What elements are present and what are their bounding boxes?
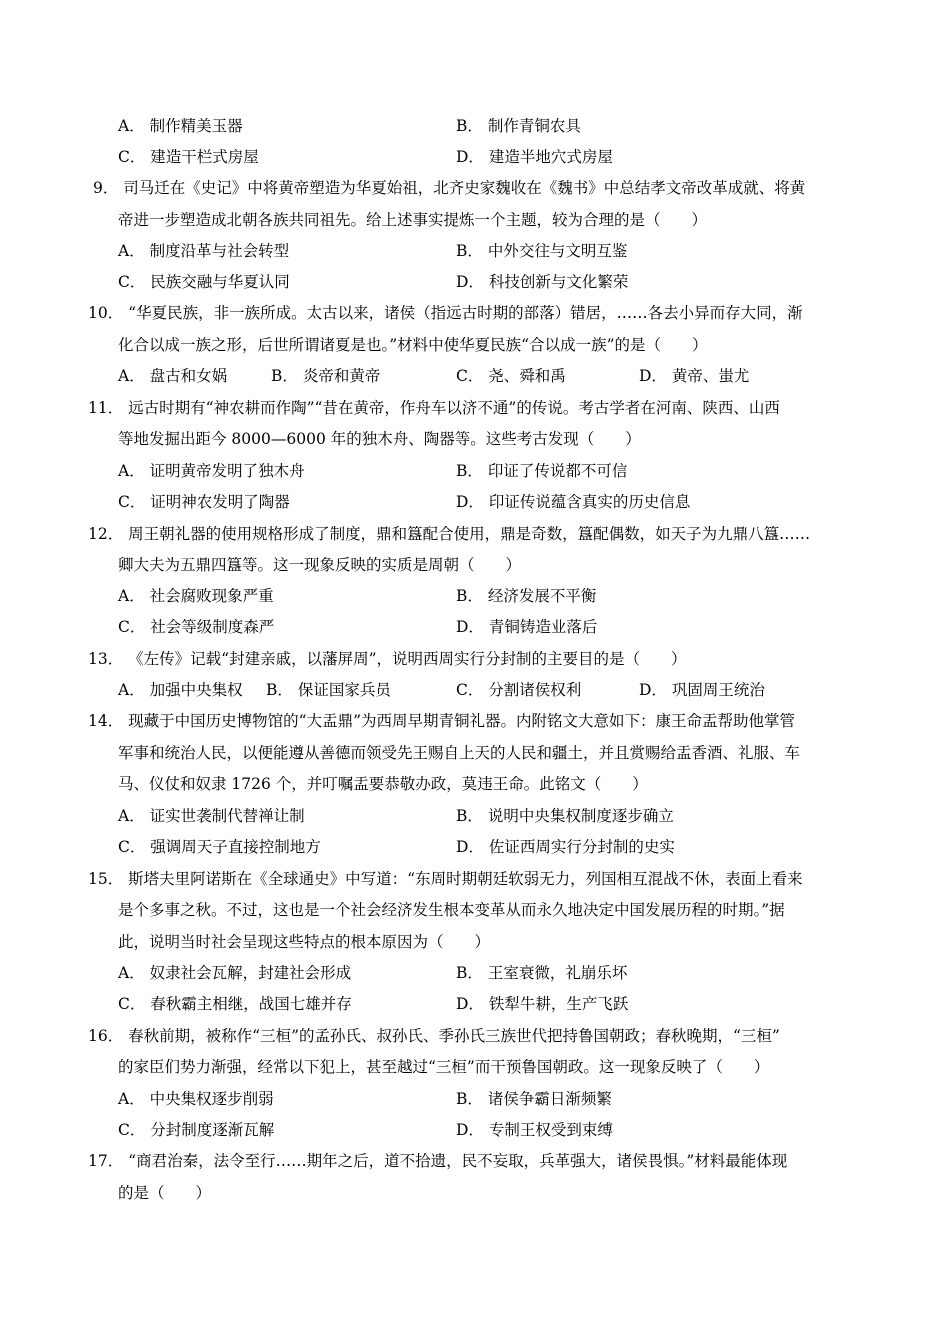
q16-stem-line1: 16． 春秋前期，被称作“三桓”的孟孙氏、叔孙氏、季孙氏三族世代把持鲁国朝政；春秋晚期，“三桓”: [88, 1027, 780, 1045]
q16-option-d: D． 专制王权受到束缚: [456, 1121, 613, 1139]
q10-option-b: B． 炎帝和黄帝: [271, 367, 381, 385]
q10-stem-line2: 化合以成一族之形，后世所谓诸夏是也。”材料中使华夏民族“合以成一族”的是（ ）: [118, 336, 708, 354]
q17-stem-line2: 的是（ ）: [118, 1184, 212, 1202]
q9-option-a: A． 制度沿革与社会转型: [118, 242, 290, 260]
q15-option-b: B． 王室衰微，礼崩乐坏: [456, 964, 628, 982]
q14-stem-line3: 马、仪仗和奴隶 1726 个，并叮嘱盂要恭敬办政，莫违王命。此铭文（ ）: [118, 775, 648, 793]
q11-option-c: C． 证明神农发明了陶器: [118, 493, 290, 511]
q12-option-b: B． 经济发展不平衡: [456, 587, 597, 605]
q13-option-b: B． 保证国家兵员: [266, 681, 391, 699]
q13-option-d: D． 巩固周王统治: [639, 681, 765, 699]
q9-stem-line1: 9． 司马迁在《史记》中将黄帝塑造为华夏始祖，北齐史家魏收在《魏书》中总结孝文帝改革成就、将黄: [93, 179, 806, 197]
q12-option-c: C． 社会等级制度森严: [118, 618, 275, 636]
q15-option-c: C． 春秋霸主相继，战国七雄并存: [118, 995, 352, 1013]
q9-stem-line2: 帝进一步塑造成北朝各族共同祖先。给上述事实提炼一个主题，较为合理的是（ ）: [118, 211, 708, 229]
q14-option-d: D． 佐证西周实行分封制的史实: [456, 838, 675, 856]
q11-option-a: A． 证明黄帝发明了独木舟: [118, 462, 305, 480]
q11-stem-line2: 等地发掘出距今 8000—6000 年的独木舟、陶器等。这些考古发现（ ）: [118, 430, 641, 448]
q15-stem-line1: 15． 斯塔夫里阿诺斯在《全球通史》中写道：“东周时期朝廷软弱无力，列国相互混战不休，表面上看来: [88, 870, 803, 888]
q10-stem-line1: 10． “华夏民族，非一族所成。太古以来，诸侯（指远古时期的部落）错居，……各去小异而存大同，渐: [88, 304, 803, 322]
q8-option-b: B． 制作青铜农具: [456, 117, 581, 135]
q9-option-b: B． 中外交往与文明互鉴: [456, 242, 628, 260]
q8-option-a: A． 制作精美玉器: [118, 117, 243, 135]
q12-option-a: A． 社会腐败现象严重: [118, 587, 274, 605]
q14-option-c: C． 强调周天子直接控制地方: [118, 838, 321, 856]
q16-option-c: C． 分封制度逐渐瓦解: [118, 1121, 275, 1139]
q9-option-d: D． 科技创新与文化繁荣: [456, 273, 629, 291]
q11-option-b: B． 印证了传说都不可信: [456, 462, 628, 480]
q13-stem-line1: 13． 《左传》记载“封建亲戚，以藩屏周”，说明西周实行分封制的主要目的是（ ）: [88, 650, 687, 668]
q15-option-d: D． 铁犁牛耕，生产飞跃: [456, 995, 629, 1013]
q15-option-a: A． 奴隶社会瓦解，封建社会形成: [118, 964, 352, 982]
q16-option-b: B． 诸侯争霸日渐频繁: [456, 1090, 612, 1108]
q16-option-a: A． 中央集权逐步削弱: [118, 1090, 274, 1108]
q17-stem-line1: 17． “商君治秦，法令至行……期年之后，道不拾遗，民不妄取，兵革强大，诸侯畏惧。”材料最能体现: [88, 1152, 788, 1170]
q16-stem-line2: 的家臣们势力渐强，经常以下犯上，甚至越过“三桓”而干预鲁国朝政。这一现象反映了（ ）: [118, 1058, 770, 1076]
q14-stem-line1: 14． 现藏于中国历史博物馆的“大盂鼎”为西周早期青铜礼器。内附铭文大意如下：康王命盂帮助他掌管: [88, 712, 796, 730]
q9-option-c: C． 民族交融与华夏认同: [118, 273, 290, 291]
q14-option-b: B． 说明中央集权制度逐步确立: [456, 807, 674, 825]
q8-option-c: C． 建造干栏式房屋: [118, 148, 259, 166]
q11-stem-line1: 11． 远古时期有“神农耕而作陶”“昔在黄帝，作舟车以济不通”的传说。考古学者在河南、陕西、山西: [88, 399, 780, 417]
q13-option-a: A． 加强中央集权: [118, 681, 243, 699]
q10-option-d: D． 黄帝、蚩尤: [639, 367, 750, 385]
q15-stem-line3: 此，说明当时社会呈现这些特点的根本原因为（ ）: [118, 933, 491, 951]
q14-option-a: A． 证实世袭制代替禅让制: [118, 807, 305, 825]
q10-option-c: C． 尧、舜和禹: [456, 367, 566, 385]
q11-option-d: D． 印证传说蕴含真实的历史信息: [456, 493, 691, 511]
q13-option-c: C． 分割诸侯权利: [456, 681, 582, 699]
q12-stem-line2: 卿大夫为五鼎四簋等。这一现象反映的实质是周朝（ ）: [118, 556, 522, 574]
q12-option-d: D． 青铜铸造业落后: [456, 618, 598, 636]
q15-stem-line2: 是个多事之秋。不过，这也是一个社会经济发生根本变革从而永久地决定中国发展历程的时期。”据: [118, 901, 785, 919]
q10-option-a: A． 盘古和女娲: [118, 367, 228, 385]
q8-option-d: D． 建造半地穴式房屋: [456, 148, 613, 166]
q12-stem-line1: 12． 周王朝礼器的使用规格形成了制度，鼎和簋配合使用，鼎是奇数，簋配偶数，如天子为九鼎八簋……: [88, 525, 811, 543]
q14-stem-line2: 军事和统治人民，以便能遵从善德而领受先王赐自上天的人民和疆土，并且赏赐给盂香酒、礼服、车: [118, 744, 801, 762]
